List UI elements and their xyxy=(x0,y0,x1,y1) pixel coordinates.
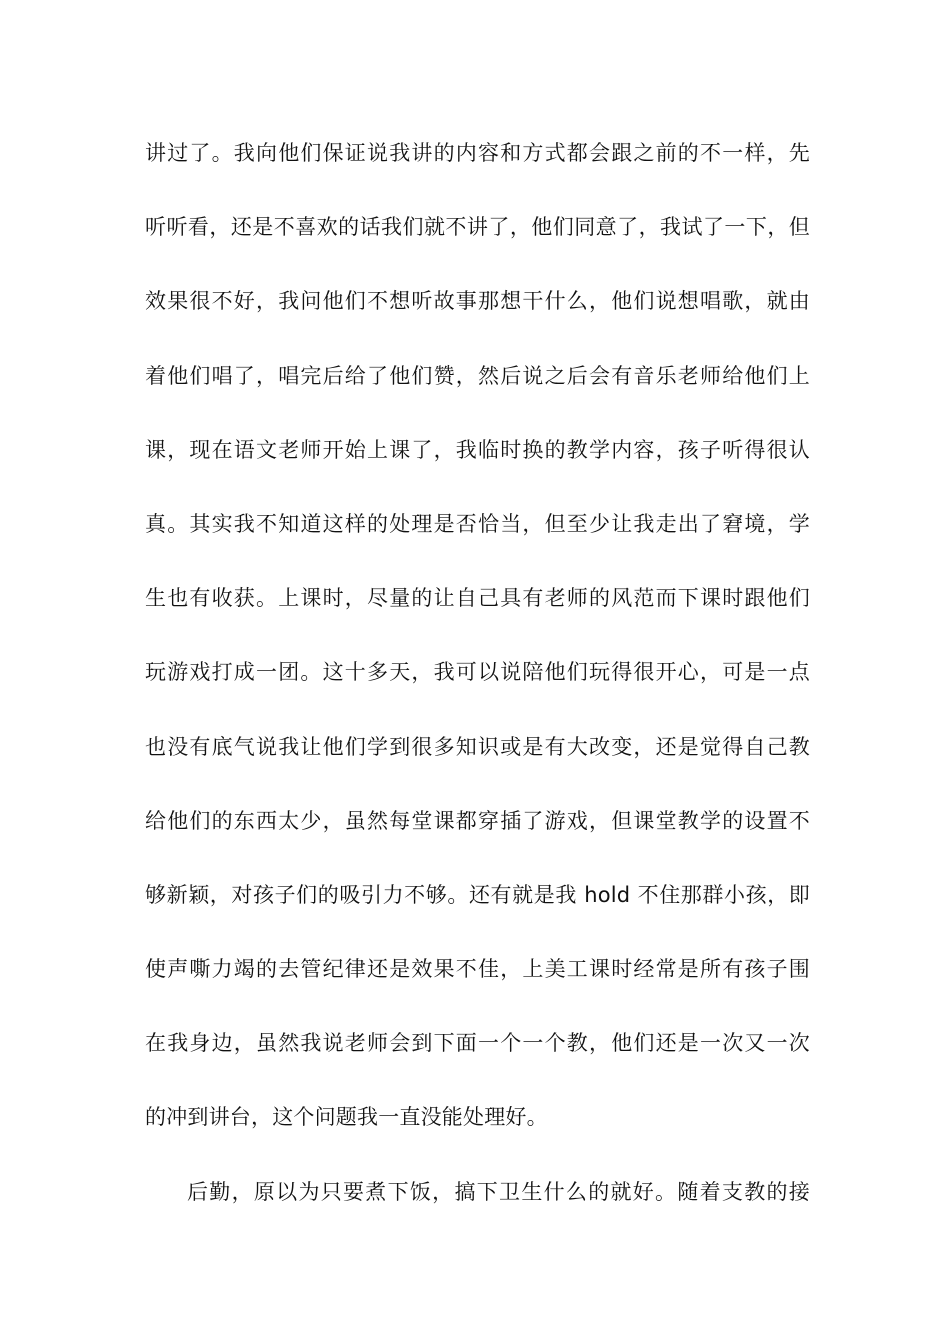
text-line: 在我身边，虽然我说老师会到下面一个一个教，他们还是一次又一次 xyxy=(145,1031,810,1056)
body-text xyxy=(145,116,810,1229)
text-line: 给他们的东西太少，虽然每堂课都穿插了游戏，但课堂教学的设置不 xyxy=(145,808,810,833)
text-line: 听听看，还是不喜欢的话我们就不讲了，他们同意了，我试了一下，但 xyxy=(145,215,810,240)
text-line: 生也有收获。上课时，尽量的让自己具有老师的风范而下课时跟他们 xyxy=(145,586,810,611)
text-line: 效果很不好，我问他们不想听故事那想干什么，他们说想唱歌，就由 xyxy=(145,289,810,314)
text-line: 课，现在语文老师开始上课了，我临时换的教学内容，孩子听得很认 xyxy=(145,437,810,462)
text-line: 够新颖，对孩子们的吸引力不够。还有就是我 hold 不住那群小孩，即 xyxy=(145,882,810,907)
text-line: 也没有底气说我让他们学到很多知识或是有大改变，还是觉得自己教 xyxy=(145,734,810,759)
text-line: 使声嘶力竭的去管纪律还是效果不佳，上美工课时经常是所有孩子围 xyxy=(145,957,810,982)
text-line: 的冲到讲台，这个问题我一直没能处理好。 xyxy=(145,1105,548,1130)
text-line: 讲过了。我向他们保证说我讲的内容和方式都会跟之前的不一样，先 xyxy=(145,141,810,165)
paragraph-first-line: 后勤，原以为只要煮下饭，搞下卫生什么的就好。随着支教的接 xyxy=(187,1179,810,1204)
text-line: 真。其实我不知道这样的处理是否恰当，但至少让我走出了窘境，学 xyxy=(145,511,810,536)
text-line: 玩游戏打成一团。这十多天，我可以说陪他们玩得很开心，可是一点 xyxy=(145,660,810,685)
text-line: 着他们唱了，唱完后给了他们赞，然后说之后会有音乐老师给他们上 xyxy=(145,363,810,388)
